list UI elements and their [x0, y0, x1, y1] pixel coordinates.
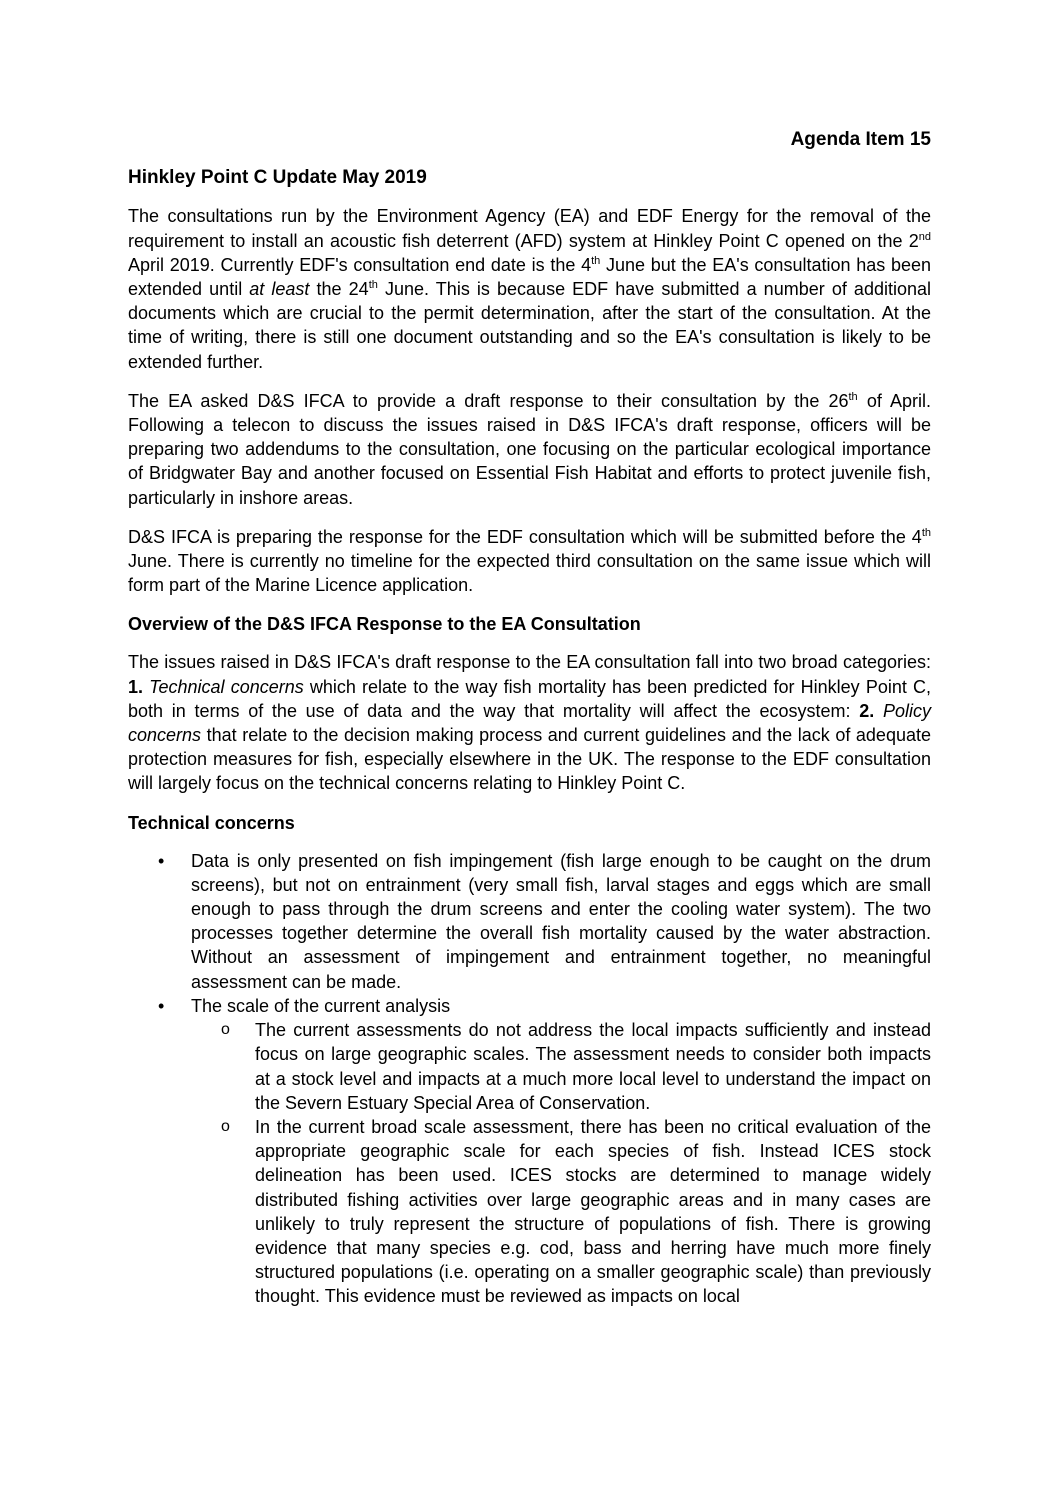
- list-item: • Data is only presented on fish impingement (fish large enough to be caught on the drum screens), but not on entrainment (very small fish, larval stages and eggs which are small enough to pass through the drum screens and enter the cooling water system). The two processes together determine the overall fish mortality caused by the water abstraction. Without an assessment of impingement and entrainment together, no meaningful assessment can be made.: [158, 850, 931, 992]
- paragraph-edf-response: D&S IFCA is preparing the response for the EDF consultation which will be submitted before the 4th June. There is currently no timeline for the expected third consultation on the same issue which will form part of the Marine Licence application.: [128, 526, 931, 596]
- scale-sub-list: [191, 1018, 931, 1308]
- paragraph-consultation-dates: The consultations run by the Environment Agency (EA) and EDF Energy for the removal of the requirement to install an acoustic fish deterrent (AFD) system at Hinkley Point C opened on the 2nd April 2019. Currently EDF's consultation end date is the 4th June but the EA's consultation has been extended until at least the 24th June. This is because EDF have submitted a number of additional documents which are crucial to the permit determination, after the start of the consultation. At the time of writing, there is still one document outstanding and so the EA's consultation is likely to be extended further.: [128, 206, 931, 372]
- sub-list-item: o In the current broad scale assessment, there has been no critical evaluation of the appropriate geographic scale for each species of fish. Instead ICES stock delineation has been used. ICES stocks are determined to manage widely distributed fishing activities over large geographic areas and in many cases are unlikely to truly represent the structure of populations of fish. There is growing evidence that many species e.g. cod, bass and herring have much more finely structured populations (i.e. operating on a smaller geographic scale) than previously thought. This evidence must be reviewed as impacts on local: [221, 1116, 931, 1307]
- circle-bullet-icon: o: [221, 1117, 230, 1135]
- paragraph-overview: The issues raised in D&S IFCA's draft response to the EA consultation fall into two broad categories: 1. Technical concerns which relate to the way fish mortality has been predicted for Hinkley Point C, both in terms of the use of data and the way that mortality will affect the ecosystem: 2. Policy concerns that relate to the decision making process and current guidelines and the lack of adequate protection measures for fish, especially elsewhere in the UK. The response to the EDF consultation will largely focus on the technical concerns relating to Hinkley Point C.: [128, 652, 931, 794]
- page-title: Hinkley Point C Update May 2019: [128, 167, 427, 189]
- heading-overview: Overview of the D&S IFCA Response to the EA Consultation: [128, 614, 641, 635]
- agenda-item-label: Agenda Item 15: [790, 129, 931, 150]
- sub-list-item: o The current assessments do not address the local impacts sufficiently and instead focus on large geographic scales. The assessment needs to consider both impacts at a stock level and impacts at a much more local level to understand the impact on the Severn Estuary Special Area of Conservation.: [221, 1020, 931, 1113]
- document-page: [128, 128, 931, 1309]
- circle-bullet-icon: o: [221, 1021, 230, 1039]
- bullet-icon: •: [158, 995, 165, 1016]
- bullet-icon: •: [158, 850, 165, 871]
- list-item: • The scale of the current analysis o The current assessments do not address the local impacts sufficiently and instead focus on large geographic scales. The assessment needs to consider both impacts at a stock level and impacts at a much more local level to understand the impact on the Severn Estuary Special Area of Conservation. o In the current broad scale assessment, there has been no critical evaluation of the appropriate geographic scale for each species of fish. Instead ICES stock delineation has been used. ICES stocks are determined to manage widely distributed fishing activities over large geographic areas and in many cases are unlikely to truly represent the structure of populations of fish. There is growing evidence that many species e.g. cod, bass and herring have much more finely structured populations (i.e. operating on a smaller geographic scale) than previously thought. This evidence must be reviewed as impacts on local: [128, 994, 931, 1309]
- technical-concerns-list: [128, 849, 931, 1309]
- heading-technical-concerns: Technical concerns: [128, 812, 295, 833]
- paragraph-ea-draft-response: The EA asked D&S IFCA to provide a draft response to their consultation by the 26th of April. Following a telecon to discuss the issues raised in D&S IFCA's draft response, officers will be preparing two addendums to the consultation, one focusing on the particular ecological importance of Bridgwater Bay and another focused on Essential Fish Habitat and efforts to protect juvenile fish, particularly in inshore areas.: [128, 390, 932, 508]
